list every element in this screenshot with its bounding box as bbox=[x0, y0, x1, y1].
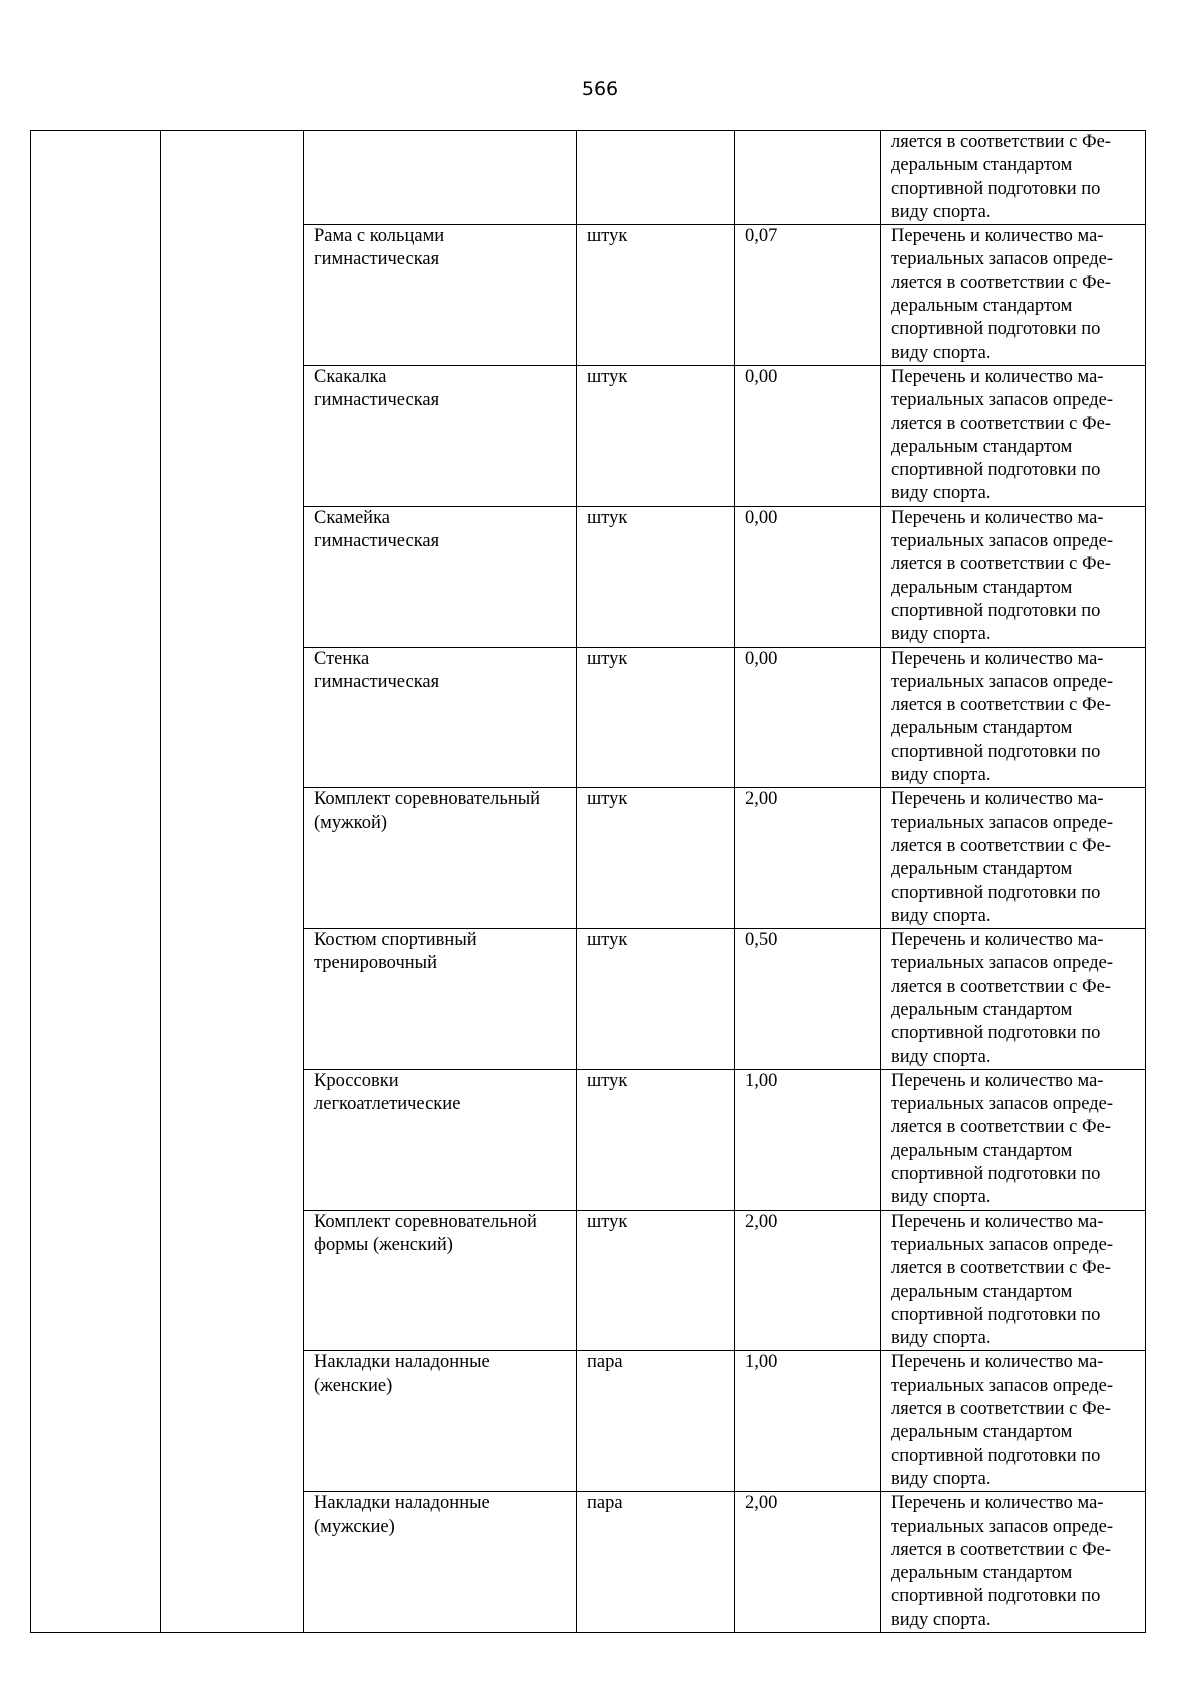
table-cell-qty: 2,00 bbox=[735, 1492, 881, 1633]
note-line: ляется в соответствии с Фе- bbox=[891, 1399, 1111, 1420]
table-cell-qty: 0,00 bbox=[735, 365, 881, 506]
item-name-line: гимнастическая bbox=[314, 390, 440, 411]
note-line: деральным стандартом bbox=[891, 436, 1073, 457]
note-line: териальных запасов опреде- bbox=[891, 249, 1114, 270]
item-name-line: Накладки наладонные bbox=[314, 1352, 490, 1373]
note-line: деральным стандартом bbox=[891, 155, 1073, 176]
note-line: ляется в соответствии с Фе- bbox=[891, 835, 1111, 856]
note-line: Перечень и количество ма- bbox=[891, 930, 1104, 951]
table-cell-qty: 0,50 bbox=[735, 929, 881, 1070]
item-name-line: Костюм спортивный bbox=[314, 930, 477, 951]
note-line: виду спорта. bbox=[891, 342, 991, 363]
note-line: Перечень и количество ма- bbox=[891, 1493, 1104, 1514]
note-line: Перечень и количество ма- bbox=[891, 789, 1104, 810]
note-line: виду спорта. bbox=[891, 1609, 991, 1630]
table-cell-unit: пара bbox=[577, 1492, 735, 1633]
table-cell-qty: 1,00 bbox=[735, 1069, 881, 1210]
table-cell-unit bbox=[577, 131, 735, 225]
note-line: Перечень и количество ма- bbox=[891, 648, 1104, 669]
note-line: виду спорта. bbox=[891, 1328, 991, 1349]
table-cell-note bbox=[881, 225, 1146, 366]
note-line: виду спорта. bbox=[891, 201, 991, 222]
note-line: териальных запасов опреде- bbox=[891, 390, 1114, 411]
note-line: ляется в соответствии с Фе- bbox=[891, 1117, 1111, 1138]
item-name-line: Кроссовки bbox=[314, 1070, 399, 1091]
note-line: ляется в соответствии с Фе- bbox=[891, 1539, 1111, 1560]
note-line: териальных запасов опреде- bbox=[891, 531, 1114, 552]
table-cell-note bbox=[881, 1351, 1146, 1492]
table-cell-qty: 2,00 bbox=[735, 788, 881, 929]
note-line: виду спорта. bbox=[891, 765, 991, 786]
note-line: деральным стандартом bbox=[891, 296, 1073, 317]
equipment-table bbox=[30, 130, 1146, 1633]
note-line: спортивной подготовки по bbox=[891, 882, 1101, 903]
note-line: териальных запасов опреде- bbox=[891, 1375, 1114, 1396]
table-cell-name bbox=[304, 929, 577, 1070]
note-line: териальных запасов опреде- bbox=[891, 812, 1114, 833]
note-line: деральным стандартом bbox=[891, 1422, 1073, 1443]
note-line: спортивной подготовки по bbox=[891, 1164, 1101, 1185]
table-cell-unit: штук bbox=[577, 506, 735, 647]
table-cell-name bbox=[304, 1351, 577, 1492]
table-cell-name bbox=[304, 788, 577, 929]
table-cell-qty: 1,00 bbox=[735, 1351, 881, 1492]
note-line: Перечень и количество ма- bbox=[891, 366, 1104, 387]
note-line: спортивной подготовки по bbox=[891, 600, 1101, 621]
table-cell-qty: 0,00 bbox=[735, 506, 881, 647]
note-line: виду спорта. bbox=[891, 1187, 991, 1208]
note-line: териальных запасов опреде- bbox=[891, 671, 1114, 692]
table-cell-qty: 2,00 bbox=[735, 1210, 881, 1351]
table-cell-qty: 0,07 bbox=[735, 225, 881, 366]
table-cell-name bbox=[304, 131, 577, 225]
table-cell-qty bbox=[735, 131, 881, 225]
item-name-line: Скамейка bbox=[314, 507, 390, 528]
table-cell-unit: штук bbox=[577, 647, 735, 788]
item-name-line: Комплект соревновательной bbox=[314, 1211, 537, 1232]
note-line: Перечень и количество ма- bbox=[891, 1352, 1104, 1373]
item-name-line: (мужкой) bbox=[314, 812, 388, 833]
item-name-line: Накладки наладонные bbox=[314, 1493, 490, 1514]
table-cell-unit: штук bbox=[577, 788, 735, 929]
table-cell-unit: штук bbox=[577, 1069, 735, 1210]
table-cell-unit: штук bbox=[577, 929, 735, 1070]
note-line: териальных запасов опреде- bbox=[891, 953, 1114, 974]
item-name-line: Стенка bbox=[314, 648, 370, 669]
table-cell-note bbox=[881, 1210, 1146, 1351]
table-cell-empty bbox=[161, 131, 304, 1633]
item-name-line: Скакалка bbox=[314, 366, 387, 387]
note-line: ляется в соответствии с Фе- bbox=[891, 1258, 1111, 1279]
note-line: териальных запасов опреде- bbox=[891, 1516, 1114, 1537]
table-cell-name bbox=[304, 1069, 577, 1210]
note-line: спортивной подготовки по bbox=[891, 319, 1101, 340]
note-line: ляется в соответствии с Фе- bbox=[891, 976, 1111, 997]
item-name-line: легкоатлетические bbox=[314, 1094, 461, 1115]
table-cell-unit: пара bbox=[577, 1351, 735, 1492]
item-name-line: Рама с кольцами bbox=[314, 226, 445, 247]
table-cell-note bbox=[881, 131, 1146, 225]
note-line: Перечень и количество ма- bbox=[891, 507, 1104, 528]
table-cell-name bbox=[304, 1492, 577, 1633]
table-cell-unit: штук bbox=[577, 225, 735, 366]
item-name-line: (мужские) bbox=[314, 1516, 395, 1537]
item-name-line: гимнастическая bbox=[314, 249, 440, 270]
table-cell-note bbox=[881, 788, 1146, 929]
note-line: деральным стандартом bbox=[891, 1140, 1073, 1161]
note-line: деральным стандартом bbox=[891, 999, 1073, 1020]
note-line: Перечень и количество ма- bbox=[891, 1070, 1104, 1091]
note-line: спортивной подготовки по bbox=[891, 1586, 1101, 1607]
table-cell-empty bbox=[31, 131, 161, 1633]
note-line: спортивной подготовки по bbox=[891, 1023, 1101, 1044]
note-line: ляется в соответствии с Фе- bbox=[891, 554, 1111, 575]
note-line: ляется в соответствии с Фе- bbox=[891, 132, 1111, 152]
note-line: виду спорта. bbox=[891, 624, 991, 645]
note-line: виду спорта. bbox=[891, 1468, 991, 1489]
note-line: виду спорта. bbox=[891, 905, 991, 926]
table-cell-note bbox=[881, 1069, 1146, 1210]
table-cell-name bbox=[304, 647, 577, 788]
table-cell-unit: штук bbox=[577, 365, 735, 506]
table-cell-note bbox=[881, 365, 1146, 506]
note-line: Перечень и количество ма- bbox=[891, 226, 1104, 247]
item-name-line: формы (женский) bbox=[314, 1234, 453, 1255]
note-line: спортивной подготовки по bbox=[891, 741, 1101, 762]
note-line: деральным стандартом bbox=[891, 859, 1073, 880]
item-name-line: гимнастическая bbox=[314, 671, 440, 692]
note-line: спортивной подготовки по bbox=[891, 1445, 1101, 1466]
table-row bbox=[31, 131, 1146, 225]
note-line: деральным стандартом bbox=[891, 1281, 1073, 1302]
note-line: Перечень и количество ма- bbox=[891, 1211, 1104, 1232]
table-cell-note bbox=[881, 647, 1146, 788]
note-line: териальных запасов опреде- bbox=[891, 1094, 1114, 1115]
item-name-line: тренировочный bbox=[314, 953, 437, 974]
item-name-line: Комплект соревновательный bbox=[314, 789, 541, 810]
note-line: виду спорта. bbox=[891, 483, 991, 504]
table-cell-note bbox=[881, 506, 1146, 647]
table-cell-name bbox=[304, 506, 577, 647]
table-cell-name bbox=[304, 365, 577, 506]
note-line: виду спорта. bbox=[891, 1046, 991, 1067]
item-name-line: (женские) bbox=[314, 1375, 393, 1396]
note-line: деральным стандартом bbox=[891, 718, 1073, 739]
note-line: спортивной подготовки по bbox=[891, 460, 1101, 481]
note-line: спортивной подготовки по bbox=[891, 178, 1101, 199]
table-cell-name bbox=[304, 225, 577, 366]
table-cell-name bbox=[304, 1210, 577, 1351]
note-line: деральным стандартом bbox=[891, 577, 1073, 598]
table-cell-unit: штук bbox=[577, 1210, 735, 1351]
table-cell-note bbox=[881, 1492, 1146, 1633]
table-cell-qty: 0,00 bbox=[735, 647, 881, 788]
note-line: деральным стандартом bbox=[891, 1563, 1073, 1584]
table-cell-note bbox=[881, 929, 1146, 1070]
note-line: ляется в соответствии с Фе- bbox=[891, 413, 1111, 434]
page-number: 566 bbox=[581, 78, 619, 100]
item-name-line: гимнастическая bbox=[314, 531, 440, 552]
note-line: ляется в соответствии с Фе- bbox=[891, 272, 1111, 293]
note-line: териальных запасов опреде- bbox=[891, 1234, 1114, 1255]
note-line: ляется в соответствии с Фе- bbox=[891, 695, 1111, 716]
note-line: спортивной подготовки по bbox=[891, 1304, 1101, 1325]
